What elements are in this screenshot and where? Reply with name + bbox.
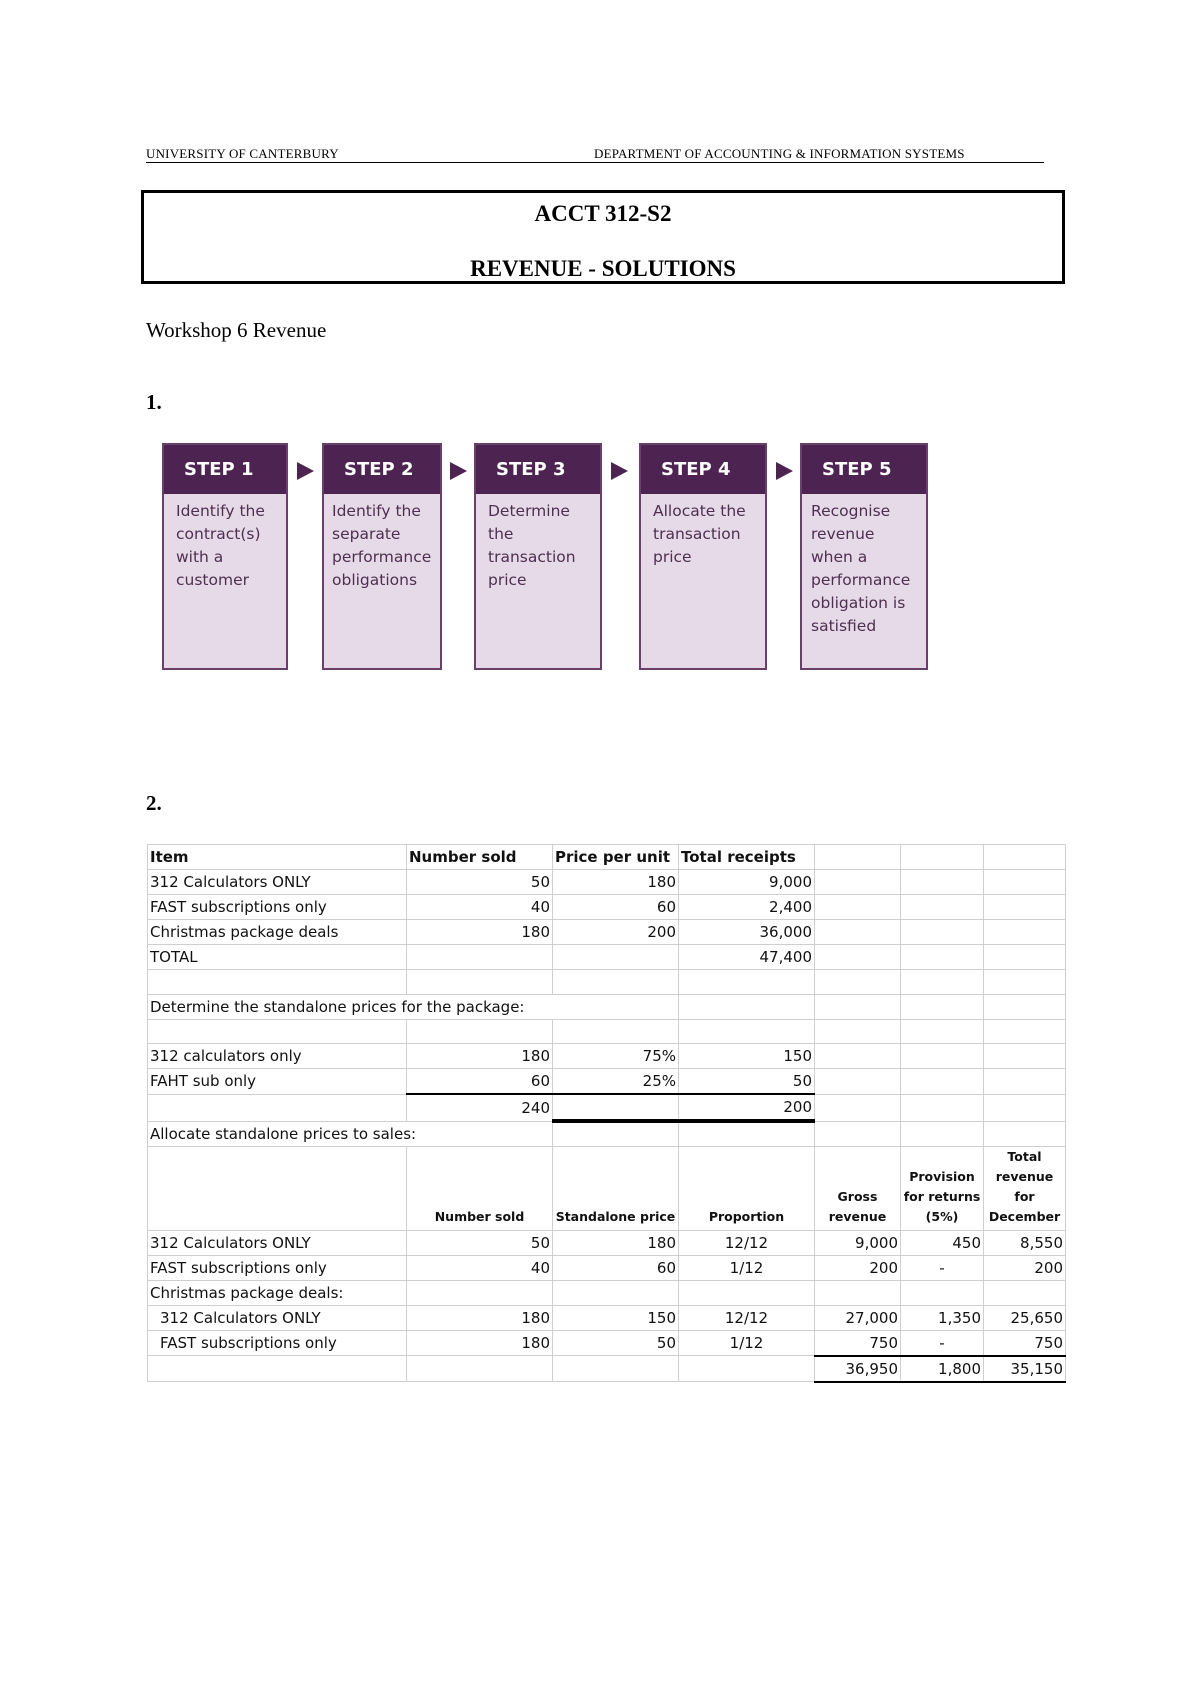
table-row-section [148,1121,1066,1146]
cell: 180 [553,870,679,895]
cell: 1,800 [901,1356,984,1382]
step-2-box [322,443,442,670]
cell: 750 [984,1330,1066,1356]
cell: 240 [407,1094,553,1121]
allocate-label: Allocate standalone prices to sales: [148,1121,553,1146]
cell: 47,400 [679,945,815,970]
step-2-heading: STEP 2 [324,445,440,494]
col-header-proportion: Proportion [679,1146,815,1230]
arrow-right-icon [776,462,793,480]
step-3-box [474,443,602,670]
cell: 150 [679,1044,815,1069]
cell: 180 [407,1305,553,1330]
cell: 25,650 [984,1305,1066,1330]
cell: 8,550 [984,1230,1066,1255]
cell: 1/12 [679,1330,815,1356]
step-1-text: Identify the contract(s) with a customer [176,502,265,589]
cell: 312 Calculators ONLY [148,1230,407,1255]
cell: 60 [407,1069,553,1095]
cell: 36,950 [815,1356,901,1382]
table-row-section [148,994,1066,1019]
col-header-number-sold-2: Number sold [407,1146,553,1230]
revenue-table [147,844,1066,1383]
col-header-number-sold: Number sold [407,845,553,870]
cell: 12/12 [679,1230,815,1255]
table-row-section [148,1280,1066,1305]
cell: 36,000 [679,920,815,945]
cell: 312 Calculators ONLY [148,870,407,895]
cell: 180 [553,1230,679,1255]
cell: 2,400 [679,895,815,920]
cell: 1,350 [901,1305,984,1330]
table-row-subtotal [148,1094,1066,1121]
cell: 9,000 [815,1230,901,1255]
table-row [148,1230,1066,1255]
table-row [148,870,1066,895]
cell: 12/12 [679,1305,815,1330]
question-1-label: 1. [146,390,162,414]
cell: 312 Calculators ONLY [148,1305,407,1330]
step-3-heading: STEP 3 [476,445,600,494]
cell: 200 [679,1094,815,1121]
step-5-box [800,443,928,670]
col-header-gross-revenue: Gross revenue [815,1146,901,1230]
step-3-text: Determine the transaction price [488,502,576,589]
cell: TOTAL [148,945,407,970]
cell: 60 [553,895,679,920]
table-row-total [148,945,1066,970]
table-row [148,1255,1066,1280]
step-1-box [162,443,288,670]
cell: 40 [407,1255,553,1280]
table-row [148,920,1066,945]
document-title: REVENUE - SOLUTIONS [470,256,736,281]
col-header-price-per-unit: Price per unit [553,845,679,870]
cell: 450 [901,1230,984,1255]
table-row [148,1069,1066,1095]
table-row [148,1305,1066,1330]
package-label: Christmas package deals: [148,1280,407,1305]
cell: 9,000 [679,870,815,895]
cell: - [901,1255,984,1280]
table-row-empty [148,1019,1066,1044]
cell: FAST subscriptions only [148,1330,407,1356]
col-header-total-receipts: Total receipts [679,845,815,870]
col-header-item: Item [148,845,407,870]
table-row [148,1044,1066,1069]
cell: 50 [553,1330,679,1356]
header-department: DEPARTMENT OF ACCOUNTING & INFORMATION SYSTEMS [594,146,965,161]
cell: 60 [553,1255,679,1280]
step-4-heading: STEP 4 [641,445,765,494]
table-header-row-2 [148,1146,1066,1230]
header-university: UNIVERSITY OF CANTERBURY [146,146,339,161]
cell: 200 [553,920,679,945]
question-2-label: 2. [146,791,162,815]
col-header-total-revenue: Total revenue for December [984,1146,1066,1230]
cell: Christmas package deals [148,920,407,945]
cell: 750 [815,1330,901,1356]
step-5-text: Recognise revenue when a performance obligation is satisfied [811,502,911,635]
arrow-right-icon [611,462,628,480]
title-box [141,190,1065,284]
step-2-text: Identify the separate performance obligations [332,502,432,589]
cell: 200 [984,1255,1066,1280]
cell: 200 [815,1255,901,1280]
cell: FAHT sub only [148,1069,407,1095]
arrow-right-icon [297,462,314,480]
step-4-text: Allocate the transaction price [653,502,746,566]
cell: 75% [553,1044,679,1069]
cell: 40 [407,895,553,920]
cell: 27,000 [815,1305,901,1330]
table-row-empty [148,970,1066,995]
step-5-heading: STEP 5 [802,445,926,494]
table-row-grand-total [148,1356,1066,1382]
cell: 25% [553,1069,679,1095]
cell: 312 calculators only [148,1044,407,1069]
step-1-heading: STEP 1 [164,445,286,494]
cell: 35,150 [984,1356,1066,1382]
cell: 150 [553,1305,679,1330]
cell: 50 [407,870,553,895]
header-rule [146,162,1044,163]
cell: FAST subscriptions only [148,895,407,920]
table-header-row [148,845,1066,870]
col-header-standalone-price: Standalone price [553,1146,679,1230]
cell: 50 [679,1069,815,1095]
table-row [148,1330,1066,1356]
workshop-title: Workshop 6 Revenue [146,318,327,342]
cell: 50 [407,1230,553,1255]
cell: 180 [407,920,553,945]
cell: 1/12 [679,1255,815,1280]
arrow-right-icon [450,462,467,480]
table-row [148,895,1066,920]
cell: - [901,1330,984,1356]
cell: 180 [407,1044,553,1069]
cell: FAST subscriptions only [148,1255,407,1280]
standalone-label: Determine the standalone prices for the package: [148,994,679,1019]
cell: 180 [407,1330,553,1356]
col-header-provision-returns: Provision for returns (5%) [901,1146,984,1230]
step-4-box [639,443,767,670]
course-code: ACCT 312-S2 [534,201,672,226]
